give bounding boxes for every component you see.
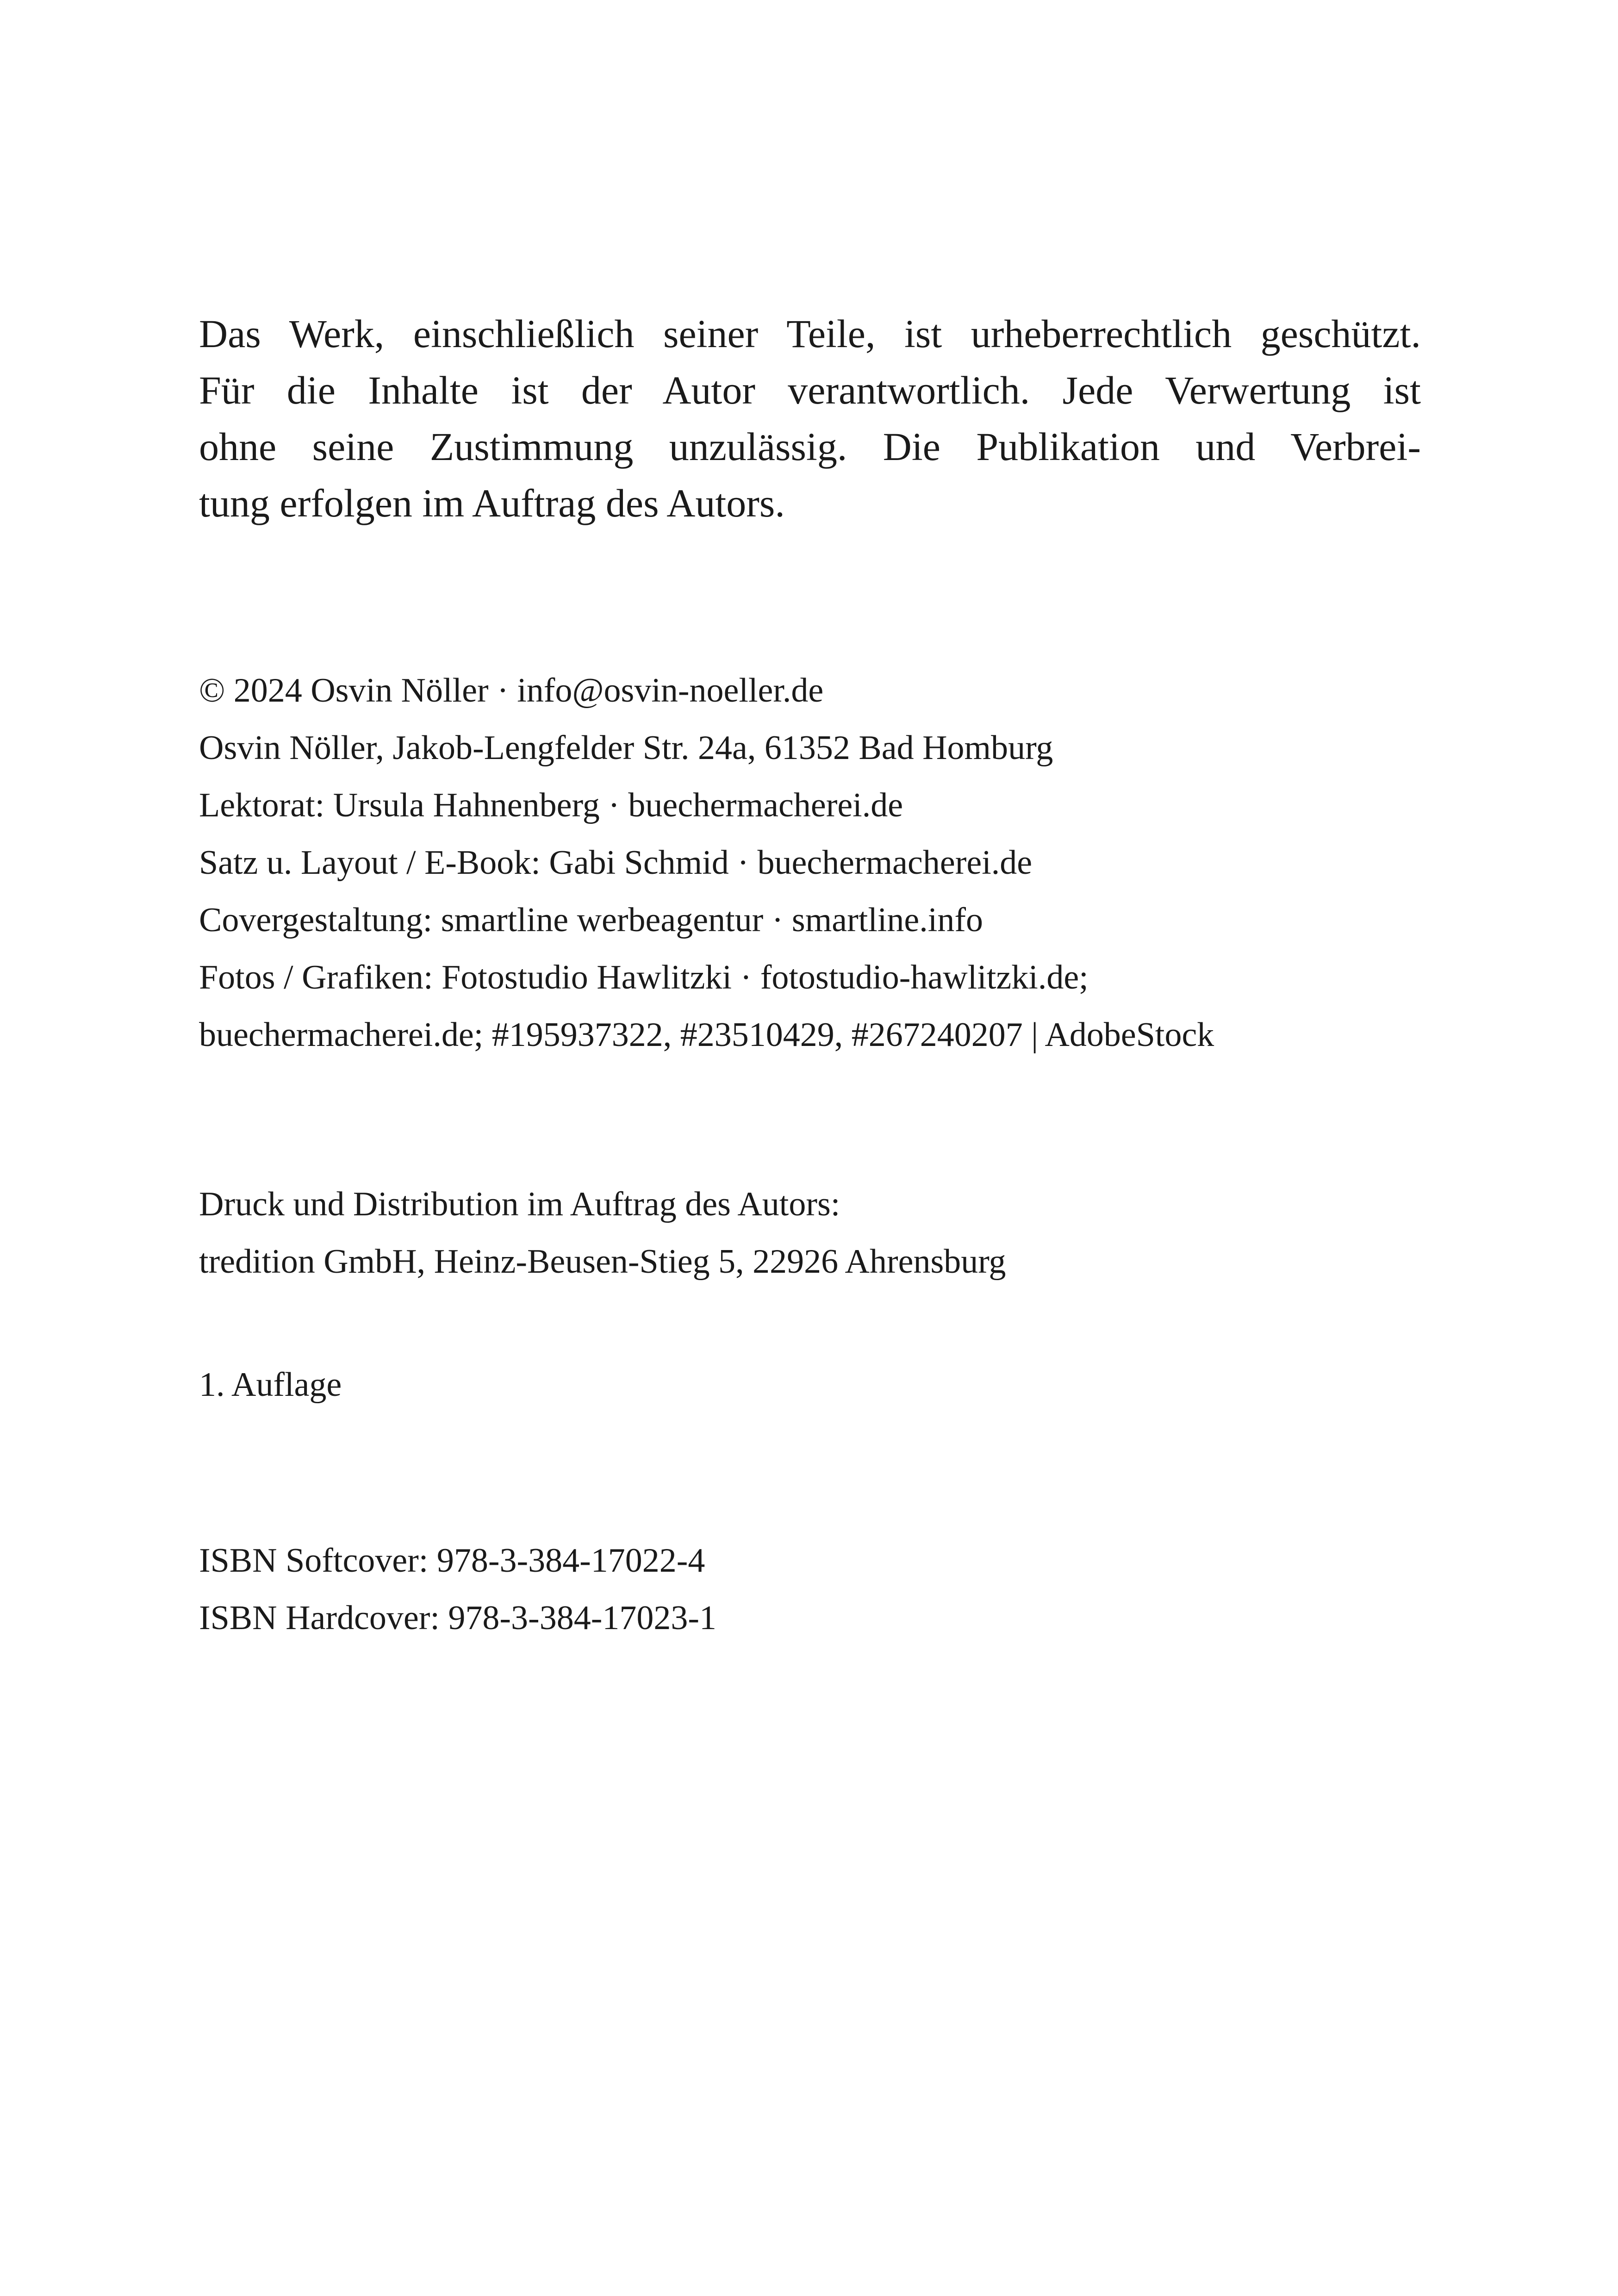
copyright-line: © 2024 Osvin Nöller · info@osvin-noeller.de	[199, 672, 824, 709]
cover-credit: Covergestaltung: smartline werbeagentur · smartline.info	[199, 901, 983, 939]
layout-credit: Satz u. Layout / E-Book: Gabi Schmid · buechermacherei.de	[199, 844, 1033, 882]
credits-block	[199, 662, 1214, 1064]
print-distribution-label: Druck und Distribution im Auftrag des Autors:	[199, 1185, 840, 1223]
isbn-hardcover: ISBN Hardcover: 978-3-384-17023-1	[199, 1599, 716, 1637]
notice-line: Das Werk, einschließlich seiner Teile, ist urheberrechtlich geschützt.	[199, 311, 1421, 356]
author-address: Osvin Nöller, Jakob-Lengfelder Str. 24a, 61352 Bad Homburg	[199, 729, 1053, 767]
print-distribution-block	[199, 1176, 1006, 1290]
photo-credit-continued: buechermacherei.de; #195937322, #23510429, #267240207 | AdobeStock	[199, 1016, 1214, 1054]
notice-line: Für die Inhalte ist der Autor verantwortlich. Jede Verwertung ist	[199, 368, 1421, 412]
isbn-block	[199, 1532, 716, 1647]
edition-label: 1. Auflage	[199, 1366, 342, 1404]
notice-line: tung erfolgen im Auftrag des Autors.	[199, 481, 785, 525]
notice-line: ohne seine Zustimmung unzulässig. Die Publikation und Verbrei-	[199, 424, 1421, 469]
copyright-notice	[199, 305, 1421, 531]
photo-credit: Fotos / Grafiken: Fotostudio Hawlitzki · fotostudio-hawlitzki.de;	[199, 958, 1089, 996]
editing-credit: Lektorat: Ursula Hahnenberg · buechermacherei.de	[199, 786, 903, 824]
isbn-softcover: ISBN Softcover: 978-3-384-17022-4	[199, 1542, 705, 1580]
publisher-address: tredition GmbH, Heinz-Beusen-Stieg 5, 22926 Ahrensburg	[199, 1243, 1006, 1281]
